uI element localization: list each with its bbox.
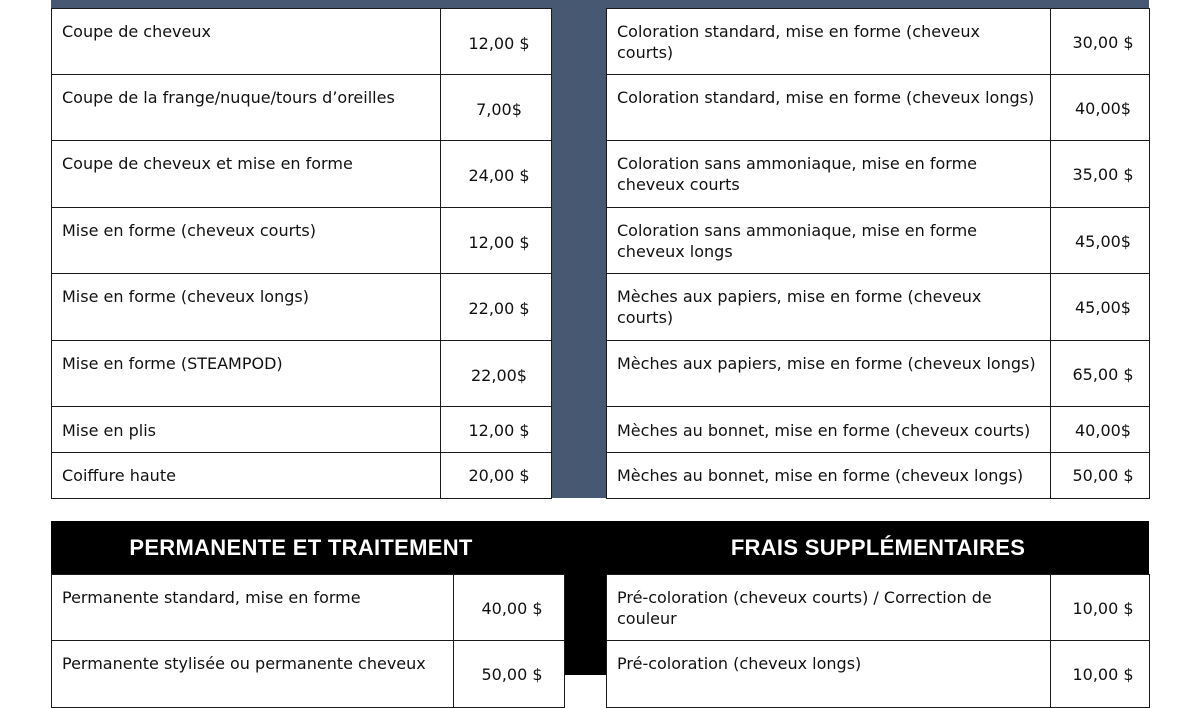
price-cell: 12,00 $ xyxy=(440,207,552,275)
price-cell: 50,00 $ xyxy=(453,640,565,708)
price-cell: 30,00 $ xyxy=(1050,8,1150,76)
price-cell: 45,00$ xyxy=(1050,273,1150,342)
price-cell: 20,00 $ xyxy=(440,452,552,499)
price-cell: 12,00 $ xyxy=(440,406,552,454)
price-cell: 10,00 $ xyxy=(1050,574,1150,642)
price-cell: 24,00 $ xyxy=(440,140,552,209)
top-section-divider xyxy=(551,0,607,498)
service-cell: Pré-coloration (cheveux longs) xyxy=(606,640,1052,708)
bottom-section-divider xyxy=(564,521,607,675)
service-cell: Coloration sans ammoniaque, mise en forme cheveux courts xyxy=(606,140,1052,209)
price-cell: 12,00 $ xyxy=(440,8,552,76)
service-cell: Mèches aux papiers, mise en forme (cheveux courts) xyxy=(606,273,1052,342)
service-cell: Coiffure haute xyxy=(51,452,442,499)
service-cell: Mise en forme (cheveux longs) xyxy=(51,273,442,342)
service-cell: Coloration standard, mise en forme (cheveux courts) xyxy=(606,8,1052,76)
price-cell: 22,00$ xyxy=(440,340,552,408)
service-cell: Coupe de cheveux et mise en forme xyxy=(51,140,442,209)
service-cell: Coupe de cheveux xyxy=(51,8,442,76)
price-cell: 22,00 $ xyxy=(440,273,552,342)
price-cell: 50,00 $ xyxy=(1050,452,1150,499)
service-cell: Coupe de la frange/nuque/tours d’oreilles xyxy=(51,74,442,142)
service-cell: Mèches au bonnet, mise en forme (cheveux courts) xyxy=(606,406,1052,454)
service-cell: Coloration sans ammoniaque, mise en forme cheveux longs xyxy=(606,207,1052,275)
price-cell: 45,00$ xyxy=(1050,207,1150,275)
service-cell: Permanente standard, mise en forme xyxy=(51,574,456,642)
service-cell: Mise en forme (cheveux courts) xyxy=(51,207,442,275)
service-cell: Mèches aux papiers, mise en forme (cheveux longs) xyxy=(606,340,1052,408)
price-cell: 7,00$ xyxy=(440,74,552,142)
service-cell: Mise en forme (STEAMPOD) xyxy=(51,340,442,408)
service-cell: Mise en plis xyxy=(51,406,442,454)
section-title-permanente: PERMANENTE ET TRAITEMENT xyxy=(129,535,473,560)
price-cell: 10,00 $ xyxy=(1050,640,1150,708)
price-cell: 40,00$ xyxy=(1050,74,1150,142)
service-cell: Permanente stylisée ou permanente cheveux xyxy=(51,640,456,708)
price-cell: 65,00 $ xyxy=(1050,340,1150,408)
price-cell: 40,00$ xyxy=(1050,406,1150,454)
price-cell: 40,00 $ xyxy=(453,574,565,642)
service-cell: Coloration standard, mise en forme (cheveux longs) xyxy=(606,74,1052,142)
service-cell: Mèches au bonnet, mise en forme (cheveux longs) xyxy=(606,452,1052,499)
service-cell: Pré-coloration (cheveux courts) / Correction de couleur xyxy=(606,574,1052,642)
price-cell: 35,00 $ xyxy=(1050,140,1150,209)
section-title-frais-supplementaires: FRAIS SUPPLÉMENTAIRES xyxy=(730,535,1026,560)
